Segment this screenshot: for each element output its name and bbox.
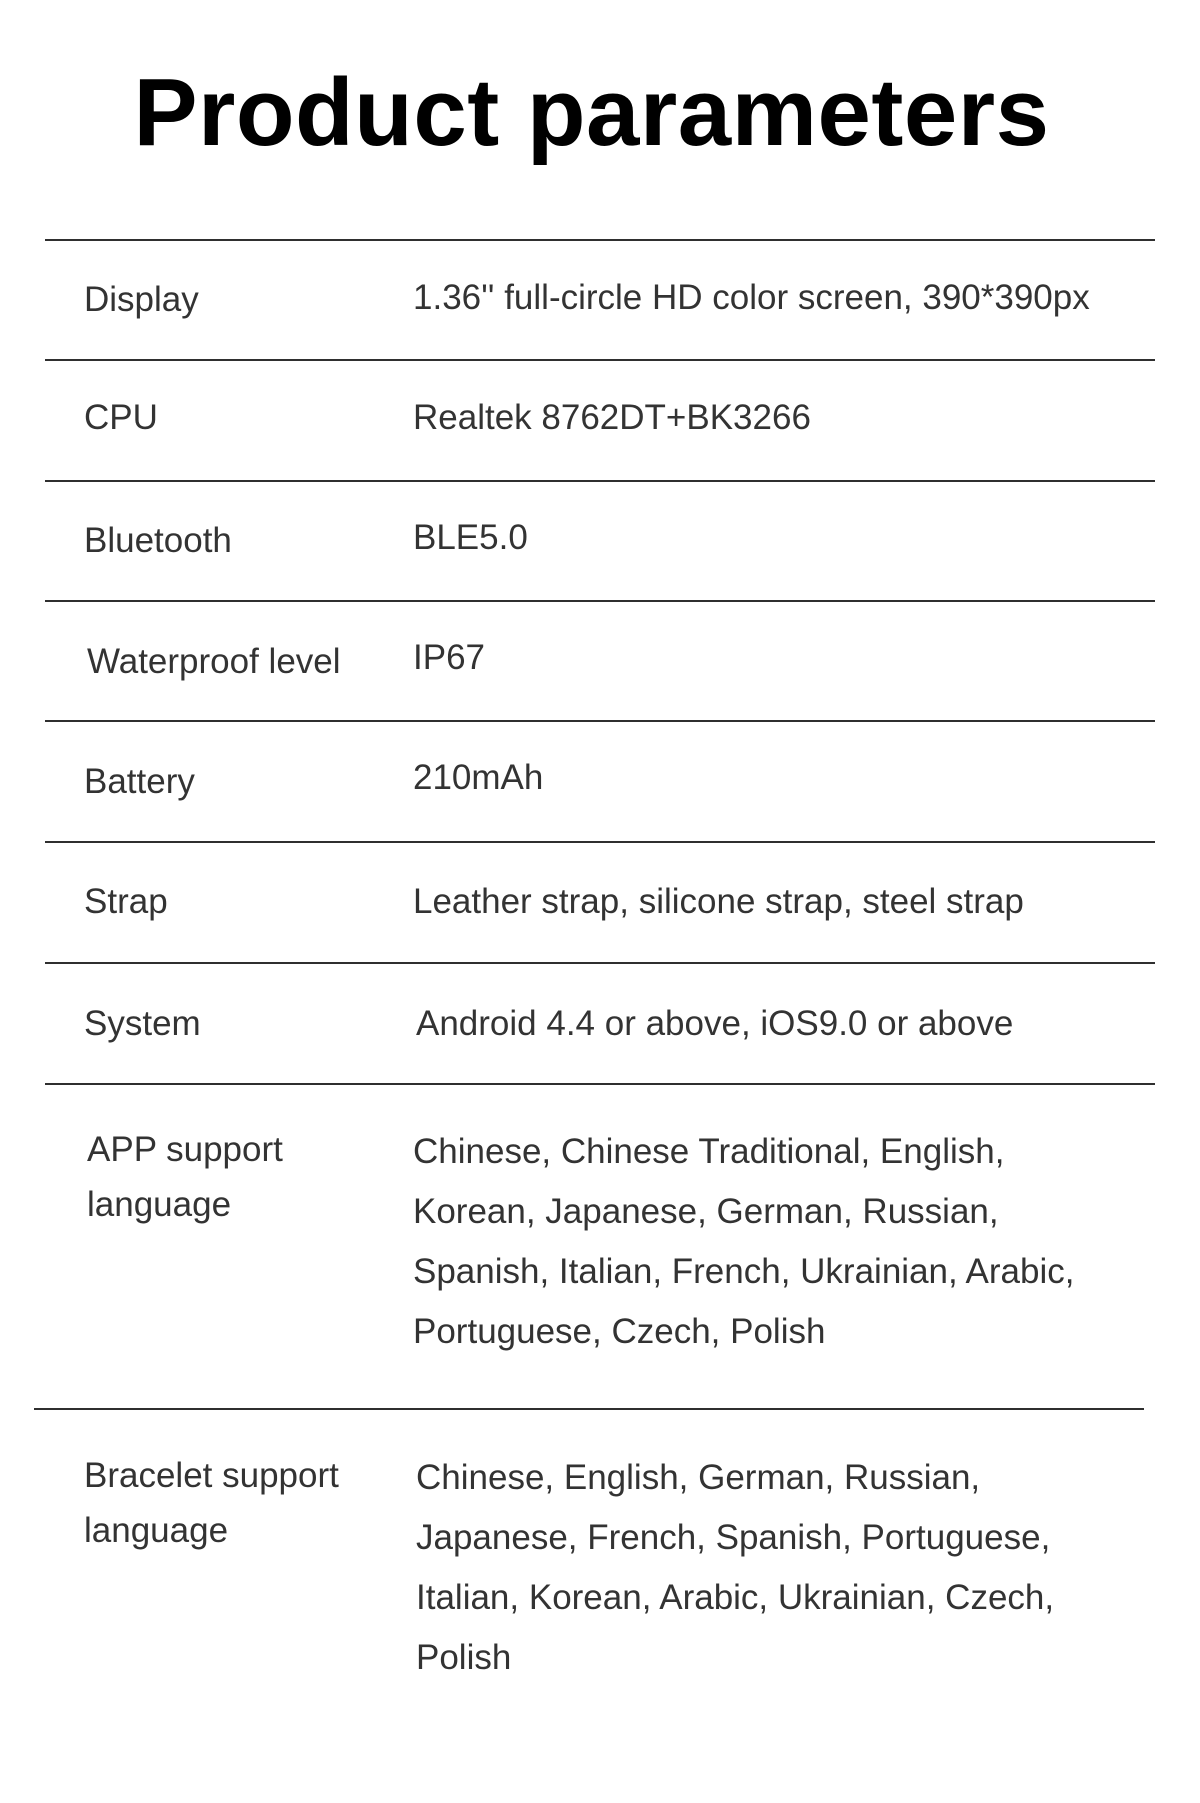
table-divider xyxy=(45,962,1155,964)
param-value-bracelet-language xyxy=(416,1448,1136,1688)
param-value-line: Chinese, Chinese Traditional, English, xyxy=(413,1132,1005,1171)
param-label-strap: Strap xyxy=(84,882,168,921)
param-value-line: Chinese, English, German, Russian, xyxy=(416,1458,981,1497)
param-value-cpu: Realtek 8762DT+BK3266 xyxy=(413,398,811,437)
param-value-line: Italian, Korean, Arabic, Ukrainian, Czech, xyxy=(416,1578,1055,1617)
param-value-app-language xyxy=(413,1122,1133,1362)
param-label-line: language xyxy=(87,1185,232,1224)
param-label-battery: Battery xyxy=(84,762,195,801)
table-divider xyxy=(45,720,1155,722)
param-label-line: APP support xyxy=(87,1130,283,1169)
param-value-battery: 210mAh xyxy=(413,758,544,797)
param-label-line: language xyxy=(84,1511,229,1550)
param-label-app-language xyxy=(87,1122,387,1232)
param-value-line: Japanese, French, Spanish, Portuguese, xyxy=(416,1518,1051,1557)
param-value-bluetooth: BLE5.0 xyxy=(413,518,528,557)
param-label-line: Bracelet support xyxy=(84,1456,339,1495)
param-value-strap: Leather strap, silicone strap, steel strap xyxy=(413,882,1024,921)
param-label-bluetooth: Bluetooth xyxy=(84,521,232,560)
table-divider xyxy=(45,1083,1155,1085)
param-label-cpu: CPU xyxy=(84,398,158,437)
param-value-display: 1.36'' full-circle HD color screen, 390*390px xyxy=(413,278,1090,317)
table-divider xyxy=(45,600,1155,602)
table-divider xyxy=(45,480,1155,482)
param-value-line: Korean, Japanese, German, Russian, xyxy=(413,1192,999,1231)
param-value-system: Android 4.4 or above, iOS9.0 or above xyxy=(416,1004,1014,1043)
param-value-line: Spanish, Italian, French, Ukrainian, Arabic, xyxy=(413,1252,1075,1291)
param-label-system: System xyxy=(84,1004,201,1043)
table-divider xyxy=(45,359,1155,361)
param-label-bracelet-language xyxy=(84,1448,384,1558)
param-value-line: Portuguese, Czech, Polish xyxy=(413,1312,826,1351)
table-divider xyxy=(34,1408,1144,1410)
table-divider xyxy=(45,841,1155,843)
param-label-display: Display xyxy=(84,280,199,319)
param-label-waterproof: Waterproof level xyxy=(87,642,341,681)
param-value-line: Polish xyxy=(416,1638,512,1677)
param-value-waterproof: IP67 xyxy=(413,638,485,677)
table-divider xyxy=(45,239,1155,241)
page-title: Product parameters xyxy=(133,59,1050,166)
